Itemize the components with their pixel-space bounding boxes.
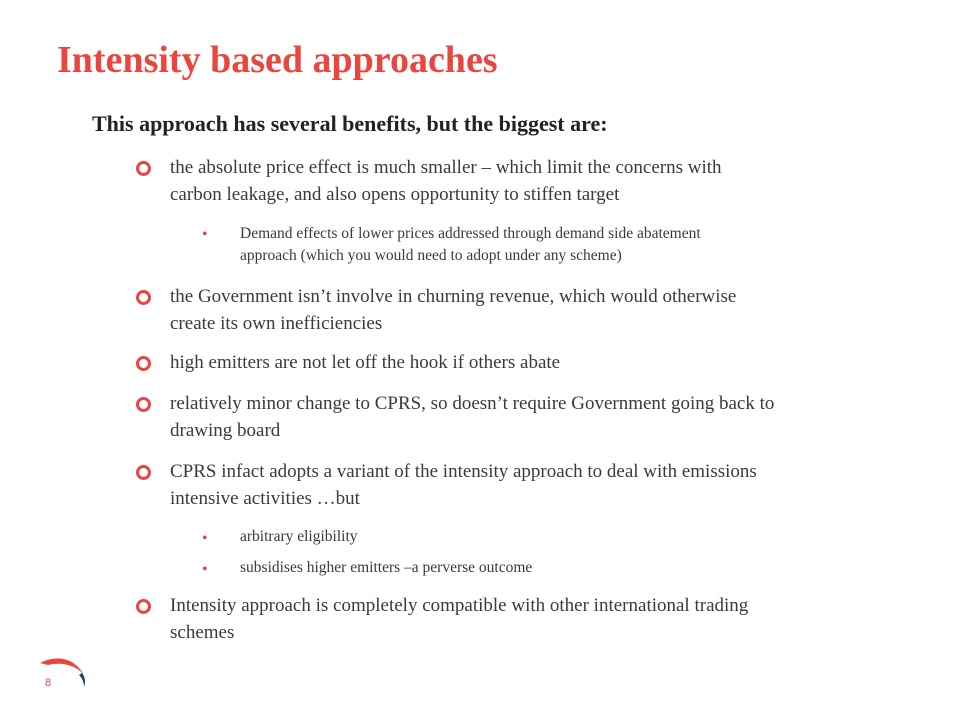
bullet-ring-icon: [136, 465, 151, 480]
sub-bullet-1-1-text: Demand effects of lower prices addressed through demand side abatement approach (which you would need to adopt under any scheme): [240, 225, 701, 264]
bullet-6-text: Intensity approach is completely compatible with other international trading schemes: [170, 595, 749, 643]
bullet-ring-icon: [136, 397, 151, 412]
bullet-ring-icon: [136, 161, 151, 176]
sub-bullet-5-1-text: arbitrary eligibility: [240, 528, 358, 545]
bullet-ring-icon: [136, 356, 151, 371]
bullet-5-text: CPRS infact adopts a variant of the intensity approach to deal with emissions intensive activities …but: [170, 461, 757, 509]
sub-bullet-5-2-text: subsidises higher emitters –a perverse outcome: [240, 559, 533, 576]
bullet-4-text: relatively minor change to CPRS, so doesn’t require Government going back to drawing board: [170, 393, 775, 441]
sub-bullet-dot-icon: •: [202, 561, 208, 578]
sub-bullet-dot-icon: •: [202, 226, 208, 243]
page-number: 8: [45, 677, 52, 689]
bullet-1-text: the absolute price effect is much smaller – which limit the concerns with carbon leakage, and also opens opportunity to stiffen target: [170, 157, 722, 205]
slide-title: Intensity based approaches: [57, 39, 498, 81]
bullet-ring-icon: [136, 599, 151, 614]
slide-subtitle: This approach has several benefits, but the biggest are:: [92, 111, 608, 136]
bullet-2-text: the Government isn’t involve in churning revenue, which would otherwise create its own inefficiencies: [170, 286, 737, 334]
bullet-3-text: high emitters are not let off the hook if others abate: [170, 352, 561, 373]
bullet-ring-icon: [136, 290, 151, 305]
sub-bullet-dot-icon: •: [202, 530, 208, 547]
